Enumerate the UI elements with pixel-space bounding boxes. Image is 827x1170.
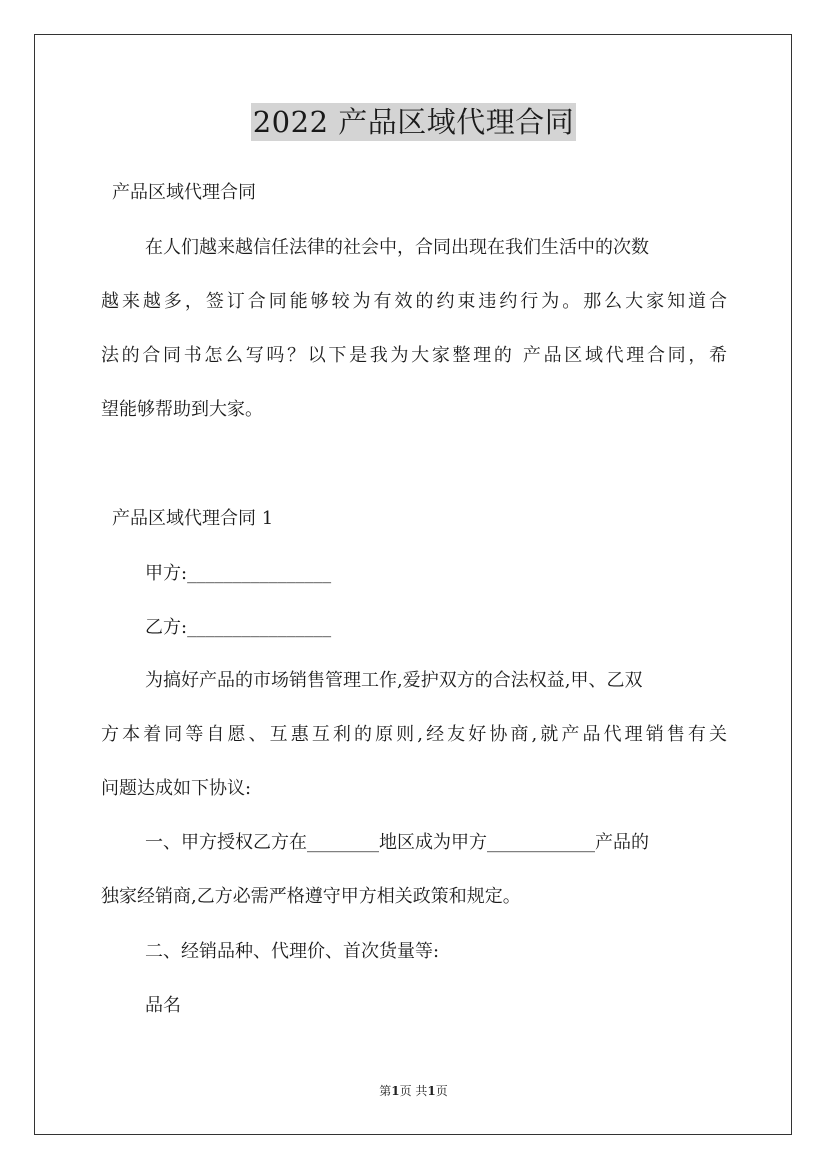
paragraph-line: 法的合同书怎么写吗？以下是我为大家整理的 产品区域代理合同，希 bbox=[101, 345, 727, 366]
paragraph-line: 问题达成如下协议: bbox=[101, 778, 252, 799]
footer-suffix: 页 bbox=[435, 1084, 448, 1098]
footer-total-pages: 1 bbox=[427, 1084, 436, 1098]
clause-line: 二、经销品种、代理价、首次货量等: bbox=[145, 941, 440, 962]
paragraph-line: 望能够帮助到大家。 bbox=[101, 399, 263, 420]
paragraph-line: 越来越多，签订合同能够较为有效的约束违约行为。那么大家知道合 bbox=[101, 291, 727, 312]
paragraph-line: 在人们越来越信任法律的社会中，合同出现在我们生活中的次数 bbox=[145, 237, 649, 258]
footer-prefix: 第 bbox=[379, 1084, 392, 1098]
paragraph-line: 方本着同等自愿、互惠互利的原则,经友好协商,就产品代理销售有关 bbox=[101, 724, 727, 745]
product-name-label: 品名 bbox=[145, 995, 181, 1016]
footer-current-page: 1 bbox=[391, 1084, 400, 1098]
footer-mid: 页 共 bbox=[399, 1084, 428, 1098]
page-footer bbox=[0, 1083, 827, 1099]
clause-line: 一、甲方授权乙方在________地区成为甲方____________产品的 bbox=[145, 832, 649, 853]
document-title: 2022 产品区域代理合同 bbox=[252, 105, 575, 139]
title-container bbox=[0, 103, 827, 141]
paragraph-line: 为搞好产品的市场销售管理工作,爱护双方的合法权益,甲、乙双 bbox=[145, 670, 643, 691]
clause-line: 独家经销商,乙方必需严格遵守甲方相关政策和规定。 bbox=[101, 886, 521, 907]
party-b-line: 乙方:________________ bbox=[145, 617, 332, 638]
section-heading: 产品区域代理合同 bbox=[112, 182, 256, 203]
section-heading: 产品区域代理合同 1 bbox=[112, 508, 274, 529]
party-a-line: 甲方:________________ bbox=[145, 563, 332, 584]
